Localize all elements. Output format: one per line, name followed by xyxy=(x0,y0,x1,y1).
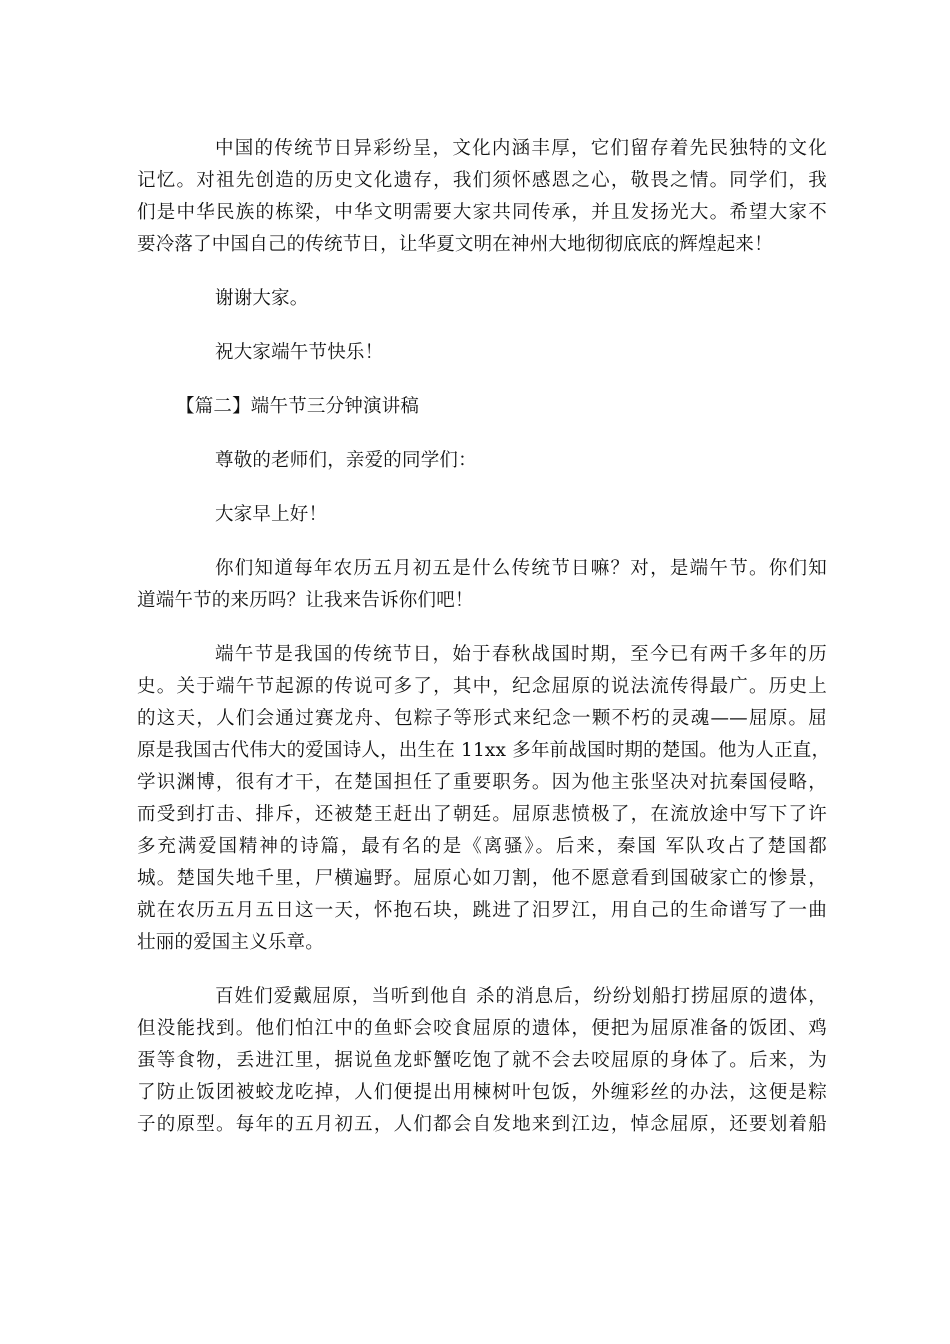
text-line: 多充满爱国精神的诗篇，最有名的是《离骚》。后来，秦国 军队攻占了楚国都 xyxy=(137,836,827,857)
text-line: 了防止饭团被蛟龙吃掉，人们便提出用楝树叶包饭，外缠彩丝的办法，这便是粽 xyxy=(137,1082,827,1103)
paragraph-gap xyxy=(137,617,827,639)
text-line: 城。楚国失地千里，尸横遍野。屈原心如刀割，他不愿意看到国破家亡的惨景， xyxy=(137,868,827,889)
text-line: 大家早上好！ xyxy=(215,504,328,525)
text-line: 记忆。对祖先创造的历史文化遗存，我们须怀感恩之心，敬畏之情。同学们，我 xyxy=(137,170,827,191)
paragraph-gap xyxy=(137,261,827,283)
paragraph-gap xyxy=(137,531,827,553)
text-line: 蛋等食物，丢进江里，据说鱼龙虾蟹吃饱了就不会去咬屈原的身体了。后来，为 xyxy=(137,1050,827,1071)
text-line: 史。关于端午节起源的传说可多了，其中，纪念屈原的说法流传得最广。历史上 xyxy=(137,676,827,697)
section-heading: 【篇二】端午节三分钟演讲稿 xyxy=(176,396,420,417)
document-body xyxy=(137,133,831,1141)
paragraph-gap xyxy=(137,959,827,981)
text-line: 的这天，人们会通过赛龙舟、包粽子等形式来纪念一颗不朽的灵魂——屈原。屈 xyxy=(137,708,827,729)
text-line: 百姓们爱戴屈原，当听到他自 杀的消息后，纷纷划船打捞屈原的遗体， xyxy=(215,986,827,1007)
text-line: 壮丽的爱国主义乐章。 xyxy=(137,932,325,953)
text-line: 道端午节的来历吗？让我来告诉你们吧！ xyxy=(137,590,474,611)
paragraph-gap xyxy=(137,477,827,499)
text-line: 祝大家端午节快乐！ xyxy=(215,342,384,363)
text-line: 尊敬的老师们，亲爱的同学们： xyxy=(215,450,477,471)
text-line: 而受到打击、排斥，还被楚王赶出了朝廷。屈原悲愤极了，在流放途中写下了许 xyxy=(137,804,827,825)
text-line: 们是中华民族的栋梁，中华文明需要大家共同传承，并且发扬光大。希望大家不 xyxy=(137,202,827,223)
text-line: 但没能找到。他们怕江中的鱼虾会咬食屈原的遗体，便把为屈原准备的饭团、鸡 xyxy=(137,1018,827,1039)
text-line: 就在农历五月五日这一天，怀抱石块，跳进了汨罗江，用自己的生命谱写了一曲 xyxy=(137,900,827,921)
text-line: 子的原型。每年的五月初五，人们都会自发地来到江边，悼念屈原，还要划着船 xyxy=(137,1114,827,1135)
text-line: 谢谢大家。 xyxy=(215,288,309,309)
text-line: 端午节是我国的传统节日，始于春秋战国时期，至今已有两千多年的历 xyxy=(215,644,827,665)
text-line: 学识渊博，很有才干，在楚国担任了重要职务。因为他主张坚决对抗秦国侵略， xyxy=(137,772,827,793)
paragraph-gap xyxy=(137,423,827,445)
text-line: 原是我国古代伟大的爱国诗人，出生在 11xx 多年前战国时期的楚国。他为人正直， xyxy=(137,740,831,761)
paragraph-gap xyxy=(137,315,827,337)
text-line: 你们知道每年农历五月初五是什么传统节日嘛？对，是端午节。你们知 xyxy=(215,558,827,579)
text-line: 中国的传统节日异彩纷呈，文化内涵丰厚，它们留存着先民独特的文化 xyxy=(215,138,827,159)
paragraph-gap xyxy=(137,369,827,391)
text-line: 要冷落了中国自己的传统节日，让华夏文明在神州大地彻彻底底的辉煌起来！ xyxy=(137,234,773,255)
